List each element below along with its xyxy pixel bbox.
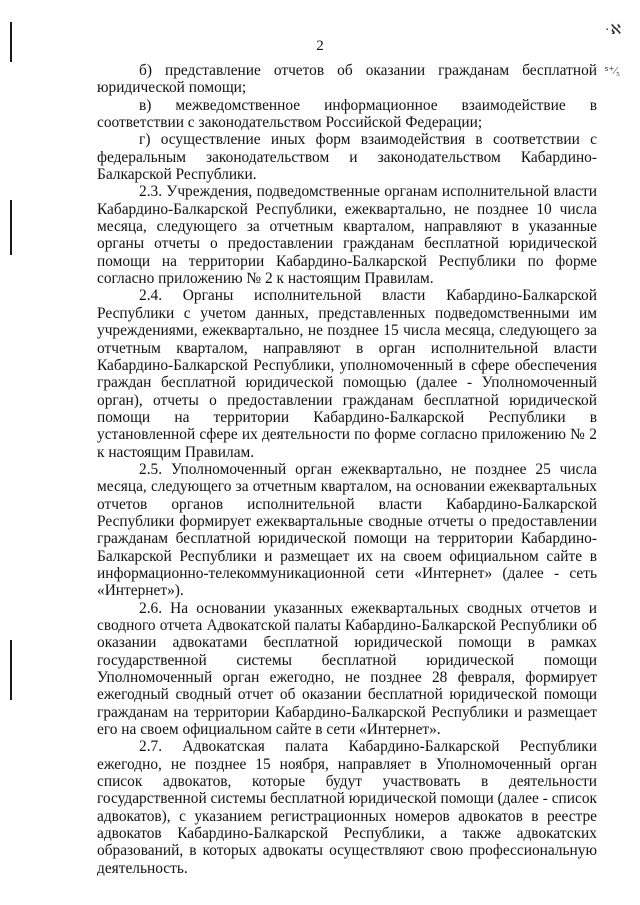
- paragraph-2-7: 2.7. Адвокатская палата Кабардино-Балкарской Республики ежегодно, не позднее 15 ноября, направляет в Уполномоченный орган список адвокатов, которые будут участвовать в деятельности государственной системы бесплатной юридической помощи (далее - список адвокатов), с указанием регистрационных номеров адвокатов в реестре адвокатов Кабардино-Балкарской Республики, а также адвокатских образований, в которых адвокаты осуществляют свою профессиональную деятельность.: [97, 738, 597, 877]
- paragraph-b: б) представление отчетов об оказании гражданам бесплатной юридической помощи;: [97, 62, 597, 97]
- paragraph-2-4: 2.4. Органы исполнительной власти Кабардино-Балкарской Республики с учетом данных, представленных подведомственными им учреждениями, ежеквартально, не позднее 15 числа месяца, следующего за отчетным кварталом, направляют в орган исполнительной власти Кабардино-Балкарской Республики, уполномоченный в сфере обеспечения граждан бесплатной юридической помощью (далее - Уполномоченный орган), отчеты о предоставлении гражданам бесплатной юридической помощи на территории Кабардино-Балкарской Республики в установленной сфере их деятельности по форме согласно приложению № 2 к настоящим Правилам.: [97, 287, 597, 461]
- page-number: 2: [316, 38, 324, 54]
- scan-side-mark: ⁵⁺⁄₅: [604, 65, 620, 77]
- document-body: [97, 62, 597, 877]
- paragraph-2-6: 2.6. На основании указанных ежеквартальных сводных отчетов и сводного отчета Адвокатской палаты Кабардино-Балкарской Республики об оказании адвокатами бесплатной юридической помощи в рамках государственной системы бесплатной юридической помощи Уполномоченный орган ежегодно, не позднее 28 февраля, формирует ежегодный сводный отчет об оказании бесплатной юридической помощи гражданам на территории Кабардино-Балкарской Республики и размещает его на своем официальном сайте в сети «Интернет».: [97, 599, 597, 739]
- paragraph-g: г) осуществление иных форм взаимодействия в соответствии с федеральным законодательством и законодательством Кабардино-Балкарской Республики.: [97, 131, 597, 184]
- paragraph-2-3: 2.3. Учреждения, подведомственные органам исполнительной власти Кабардино-Балкарской Республики, ежеквартально, не позднее 10 числа месяца, следующего за отчетным кварталом, направляют в указанные органы отчеты о предоставлении гражданам бесплатной юридической помощи на территории Кабардино-Балкарской Республики по форме согласно приложению № 2 к настоящим Правилам.: [97, 183, 597, 288]
- paragraph-v: в) межведомственное информационное взаимодействие в соответствии с законодательством Российской Федерации;: [97, 96, 597, 132]
- scan-edge-mark: [10, 640, 12, 700]
- scan-edge-mark: [10, 200, 12, 255]
- scan-corner-mark: ·ℵ: [604, 23, 622, 38]
- paragraph-2-5: 2.5. Уполномоченный орган ежеквартально, не позднее 25 числа месяца, следующего за отчетным кварталом, на основании ежеквартальных отчетов органов исполнительной власти Кабардино-Балкарской Республики формирует ежеквартальные сводные отчеты о предоставлении гражданам бесплатной юридической помощи на территории Кабардино-Балкарской Республики и размещает их на своем официальном сайте в информационно-телекоммуникационной сети «Интернет» (далее - сеть «Интернет»).: [97, 460, 597, 600]
